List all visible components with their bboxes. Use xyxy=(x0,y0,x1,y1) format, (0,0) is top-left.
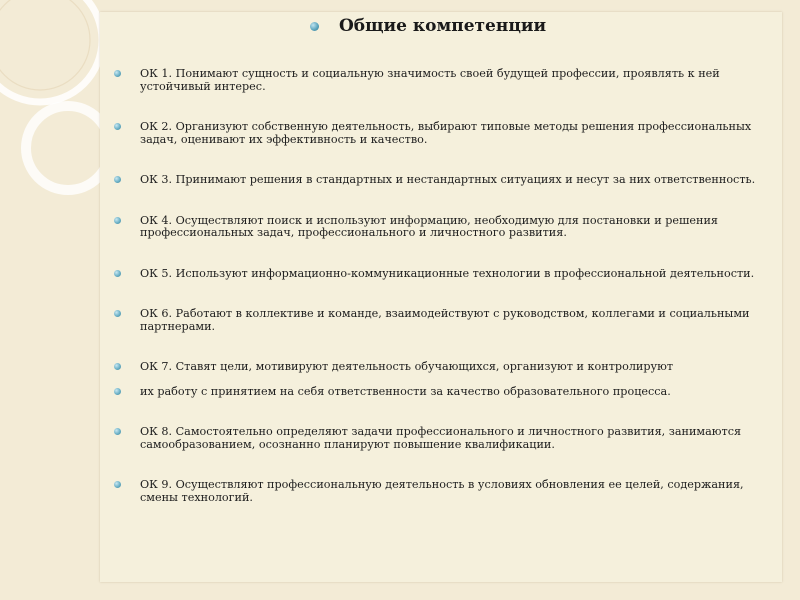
list-item xyxy=(114,386,764,399)
list-item xyxy=(114,121,764,146)
list-item xyxy=(114,174,764,187)
list-item xyxy=(114,479,764,504)
bullet-icon xyxy=(114,123,121,130)
title-row xyxy=(310,14,546,38)
bullet-icon xyxy=(114,428,121,435)
bullet-icon xyxy=(114,176,121,183)
bullet-icon xyxy=(114,388,121,395)
bullet-icon xyxy=(114,481,121,488)
list-item-text: ОК 8. Самостоятельно определяют задачи профессионального и личностного развития, занимаются самообразованием, осознанно планируют повышение квалификации. xyxy=(140,425,742,451)
bullet-icon xyxy=(310,22,319,31)
list-item-text: ОК 4. Осуществляют поиск и используют информацию, необходимую для постановки и решения профессиональных задач, профессионального и личностного развития. xyxy=(140,213,718,239)
list-item-text: ОК 6. Работают в коллективе и команде, взаимодействуют с руководством, коллегами и социальными партнерами. xyxy=(140,307,750,333)
bullet-icon xyxy=(114,363,121,370)
competency-list xyxy=(114,68,764,532)
bullet-icon xyxy=(114,270,121,277)
list-item xyxy=(114,215,764,240)
list-item-text: ОК 3. Принимают решения в стандартных и нестандартных ситуациях и несут за них ответственность. xyxy=(140,173,756,186)
list-item xyxy=(114,308,764,333)
list-item xyxy=(114,68,764,93)
list-item xyxy=(114,361,764,374)
list-item-text: ОК 5. Используют информационно-коммуникационные технологии в профессиональной деятельности. xyxy=(140,266,755,280)
list-item xyxy=(114,426,764,451)
list-item-text: ОК 9. Осуществляют профессиональную деятельность в условиях обновления ее целей, содержания, смены технологий. xyxy=(140,478,744,504)
list-item-text: их работу с принятием на себя ответственности за качество образовательного процесса. xyxy=(140,384,671,398)
list-item xyxy=(114,268,764,281)
bullet-icon xyxy=(114,70,121,77)
bullet-icon xyxy=(114,310,121,317)
list-item-text: ОК 2. Организуют собственную деятельность, выбирают типовые методы решения профессиональных задач, оценивают их эффективность и качество. xyxy=(140,120,752,146)
slide-title: Общие компетенции xyxy=(339,16,547,36)
bullet-icon xyxy=(114,217,121,224)
list-item-text: ОК 7. Ставят цели, мотивируют деятельность обучающихся, организуют и контролируют xyxy=(140,360,674,373)
list-item-text: ОК 1. Понимают сущность и социальную значимость своей будущей профессии, проявлять к ней устойчивый интерес. xyxy=(140,67,720,93)
